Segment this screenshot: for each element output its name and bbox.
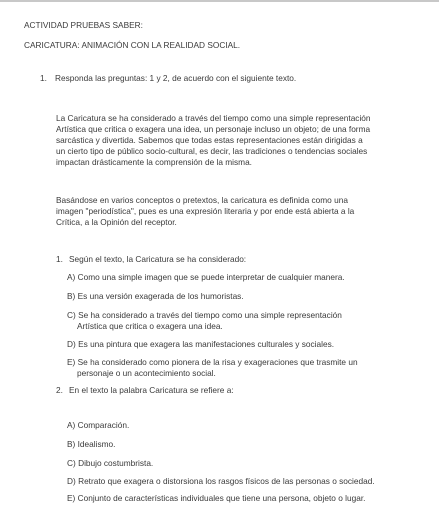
question-2-option-e [67, 493, 365, 504]
instruction-text: Responda las preguntas: 1 y 2, de acuerdo con el siguiente texto. [55, 73, 297, 83]
passage-line: impactan drásticamente la comprensión de la misma. [56, 157, 252, 167]
passage-line: Crítica, a la Opinión del receptor. [56, 217, 177, 227]
document-subtitle: CARICATURA: ANIMACIÓN CON LA REALIDAD SOCIAL. [24, 40, 241, 50]
option-letter: D) [67, 476, 76, 486]
question-1-option-d [67, 339, 334, 350]
option-text: Se ha considerado a través del tiempo como una simple representación [78, 310, 342, 320]
option-text: Es una pintura que exagera las manifestaciones culturales y sociales. [78, 339, 335, 349]
question-2-option-b [67, 439, 115, 450]
question-2-option-c [67, 458, 153, 469]
instruction-number: 1. [40, 73, 47, 83]
passage-line: sarcástica y divertida. Sabemos que todas estas representaciones están dirigidas a [56, 135, 363, 145]
option-letter: E) [67, 357, 76, 367]
option-text-continued: Artística que critica o exagera una idea. [77, 321, 223, 331]
option-letter: E) [67, 493, 76, 503]
option-letter: D) [67, 339, 76, 349]
question-2-number: 2. [56, 385, 63, 395]
question-1-number: 1. [56, 254, 63, 264]
passage-line: un cierto tipo de público socio-cultural, es decir, las tradiciones o tendencias sociales [56, 146, 368, 156]
passage-line: Basándose en varios conceptos o pretextos, la caricatura es definida como una [56, 195, 348, 205]
question-1-option-a [67, 272, 345, 283]
option-letter: C) [67, 458, 76, 468]
option-text: Es una versión exagerada de los humoristas. [77, 291, 244, 301]
passage-paragraph-2 [56, 195, 354, 228]
passage-line: Artística que critica o exagera una idea, un personaje incluso un objeto; de una forma [56, 124, 371, 134]
option-text-continued: personaje o un acontecimiento social. [77, 368, 216, 378]
option-text: Comparación. [77, 420, 130, 430]
passage-line: imagen "periodística", pues es una expresión literaria y por ende está abierta a la [56, 206, 355, 216]
question-2-option-d [67, 476, 375, 487]
passage-line: La Caricatura se ha considerado a través del tiempo como una simple representación [56, 113, 371, 123]
option-text: Conjunto de características individuales que tiene una persona, objeto o lugar. [77, 493, 366, 503]
top-rule [0, 0, 439, 2]
question-1-option-e [67, 357, 358, 379]
option-text: Idealismo. [77, 439, 116, 449]
question-1-option-b [67, 291, 244, 302]
option-letter: A) [67, 420, 76, 430]
question-2-text: En el texto la palabra Caricatura se refiere a: [69, 385, 234, 395]
option-text: Se ha considerado como pionera de la risa y exageraciones que trasmite un [77, 357, 358, 367]
document-title: ACTIVIDAD PRUEBAS SABER: [24, 20, 143, 30]
option-letter: B) [67, 291, 76, 301]
option-text: Como una simple imagen que se puede interpretar de cualquier manera. [77, 272, 345, 282]
passage-paragraph-1 [56, 113, 371, 168]
option-text: Retrato que exagera o distorsiona los rasgos físicos de las personas o sociedad. [78, 476, 375, 486]
question-1-text: Según el texto, la Caricatura se ha considerado: [69, 254, 247, 264]
question-2-option-a [67, 420, 129, 431]
option-letter: C) [67, 310, 76, 320]
option-letter: A) [67, 272, 76, 282]
question-1-option-c [67, 310, 342, 332]
option-letter: B) [67, 439, 76, 449]
option-text: Dibujo costumbrista. [78, 458, 154, 468]
